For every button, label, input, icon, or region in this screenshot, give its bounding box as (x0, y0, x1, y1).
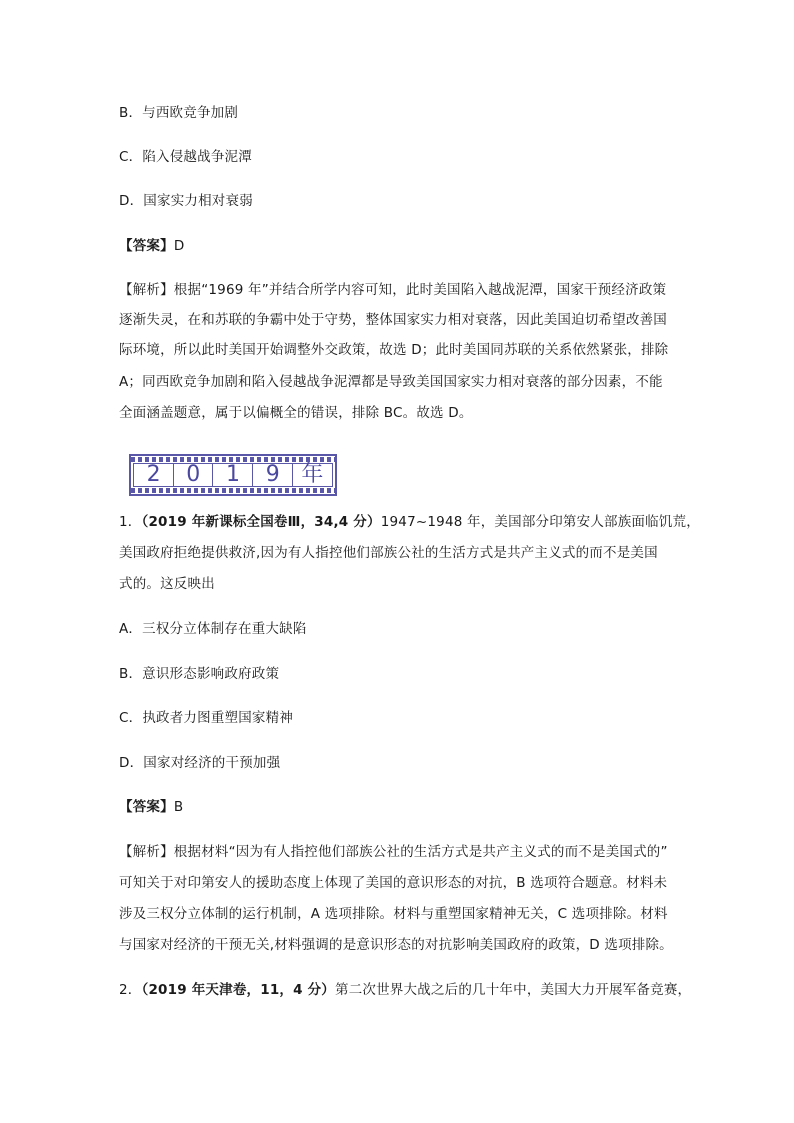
question-2-stem (119, 980, 691, 1000)
question-stem: 1947~1948 年，美国部分印第安人部族面临饥荒， (380, 514, 700, 530)
answer-line (119, 236, 184, 256)
option-d: D．国家对经济的干预加强 (119, 755, 281, 771)
year-cells (133, 463, 333, 487)
film-rail-bottom (131, 488, 335, 493)
question-stem: 第二次世界大战之后的几十年中，美国大力开展军备竞赛， (335, 982, 692, 998)
question-stem-line: 式的。这反映出 (119, 576, 215, 592)
question-source: （2019 年新课标全国卷Ⅲ，34,4 分） (141, 514, 381, 530)
year-banner (129, 454, 337, 496)
option-a: A．三权分立体制存在重大缺陷 (119, 621, 307, 637)
analysis-line: A；同西欧竞争加剧和陷入侵越战争泥潭都是导致美国国家实力相对衰落的部分因素，不能 (119, 374, 663, 390)
year-digit: 2 (133, 463, 174, 487)
question-number: 2． (119, 982, 142, 998)
analysis-line: 涉及三权分立体制的运行机制，A 选项排除。材料与重塑国家精神无关，C 选项排除。材料 (119, 906, 668, 922)
year-digit: 9 (252, 463, 293, 487)
answer-value: B (173, 799, 184, 815)
answer-label: 【答案】 (119, 799, 174, 815)
analysis-line: 【解析】根据“1969 年”并结合所学内容可知，此时美国陷入越战泥潭，国家干预经济政策 (119, 282, 667, 298)
analysis-line: 际环境，所以此时美国开始调整外交政策，故选 D；此时美国同苏联的关系依然紧张，排除 (119, 342, 669, 358)
option-b: B．意识形态影响政府政策 (119, 666, 280, 682)
analysis-line: 【解析】根据材料“因为有人指控他们部族公社的生活方式是共产主义式的而不是美国式的” (119, 844, 668, 860)
option-d: D．国家实力相对衰弱 (119, 193, 253, 209)
question-number: 1． (119, 514, 142, 530)
answer-label: 【答案】 (119, 238, 174, 254)
year-char: 年 (292, 463, 333, 487)
analysis-line: 逐渐失灵，在和苏联的争霸中处于守势，整体国家实力相对衰落，因此美国迫切希望改善国 (119, 312, 667, 328)
option-c: C．陷入侵越战争泥潭 (119, 149, 252, 165)
answer-line (119, 797, 183, 817)
answer-value: D (173, 238, 185, 254)
analysis-line: 可知关于对印第安人的援助态度上体现了美国的意识形态的对抗，B 选项符合题意。材料未 (119, 875, 668, 891)
analysis-line: 与国家对经济的干预无关,材料强调的是意识形态的对抗影响美国政府的政策，D 选项排除。 (119, 937, 673, 953)
option-b: B．与西欧竞争加剧 (119, 105, 239, 121)
year-digit: 1 (212, 463, 253, 487)
option-c: C．执政者力图重塑国家精神 (119, 710, 294, 726)
question-stem-line: 美国政府拒绝提供救济,因为有人指控他们部族公社的生活方式是共产主义式的而不是美国 (119, 545, 658, 561)
analysis-line: 全面涵盖题意，属于以偏概全的错误，排除 BC。故选 D。 (119, 405, 473, 421)
question-source: （2019 年天津卷，11，4 分） (141, 982, 336, 998)
question-1-stem (119, 512, 700, 532)
year-digit: 0 (173, 463, 214, 487)
